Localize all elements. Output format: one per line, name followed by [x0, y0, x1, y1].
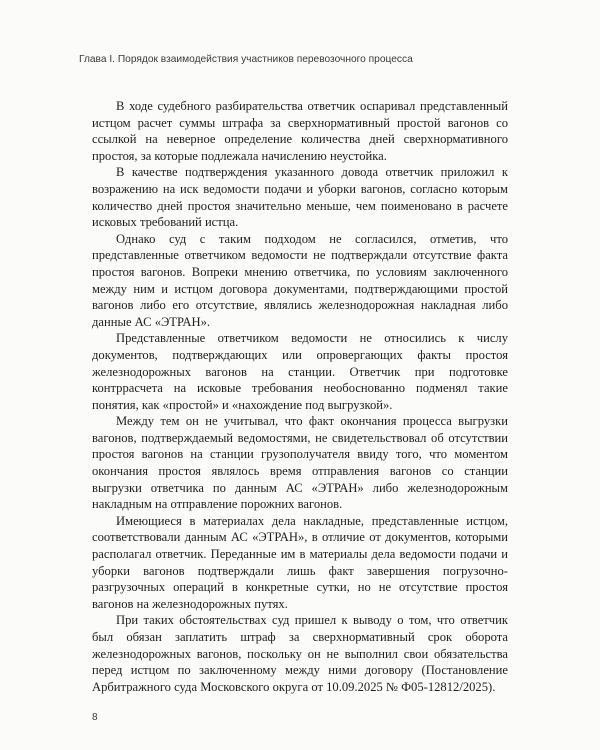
paragraph: В качестве подтверждения указанного довода ответчик приложил к возражению на иск ведомости подачи и уборки вагонов, согласно которым количество дней простоя значительно меньше, чем поименовано в расчете исковых требований истца.	[92, 165, 508, 230]
paragraph: В ходе судебного разбирательства ответчик оспаривал представленный истцом расчет суммы штрафа за сверхнормативный простой вагонов со ссылкой на неверное определение количества дней сверхнормативного простоя, за которые подлежала начислению неустойка.	[92, 99, 508, 163]
paragraph: Между тем он не учитывал, что факт окончания процесса выгрузки вагонов, подтверждаемый ведомостями, не свидетельствовал об отсутствии простоя вагонов на станции грузополучателя ввиду того, что моментом окончания простоя являлось время отправления вагонов со станции выгрузки ответчика по данным АС «ЭТРАН» либо железнодорожным накладным на отправление порожних вагонов.	[92, 414, 508, 512]
paragraph: Однако суд с таким подходом не согласился, отметив, что представленные ответчиком ведомости не подтверждали отсутствие факта простоя вагонов. Вопреки мнению ответчика, по условиям заключенного между ним и истцом договора документами, подтверждающими простой вагонов либо его отсутствие, являлись железнодорожная накладная либо данные АС «ЭТРАН».	[92, 231, 508, 329]
body-text	[92, 98, 508, 695]
page-number: 8	[92, 712, 98, 723]
paragraph: Имеющиеся в материалах дела накладные, представленные истцом, соответствовали данным АС «ЭТРАН», в отличие от документов, которыми располагал ответчик. Переданные им в материалы дела ведомости подачи и уборки вагонов подтверждали лишь факт завершения погрузочно-разгрузочных операций в конкретные сутки, но не отсутствие простоя вагонов на железнодорожных путях.	[92, 513, 508, 611]
paragraph: Представленные ответчиком ведомости не относились к числу документов, подтверждающих или опровергающих факты простоя железнодорожных вагонов на станции. Ответчик при подготовке контррасчета на исковые требования необоснованно подменял такие понятия, как «простой» и «нахождение под выгрузкой».	[92, 331, 508, 412]
running-head: Глава I. Порядок взаимодействия участников перевозочного процесса	[79, 54, 413, 65]
paragraph: При таких обстоятельствах суд пришел к выводу о том, что ответчик был обязан заплатить штраф за сверхнормативный срок оборота железнодорожных вагонов, поскольку он не выполнил свои обязательства перед истцом по заключенному между ними договору (Постановление Арбитражного суда Московского округа от 10.09.2025 № Ф05-12812/2025).	[92, 613, 508, 694]
